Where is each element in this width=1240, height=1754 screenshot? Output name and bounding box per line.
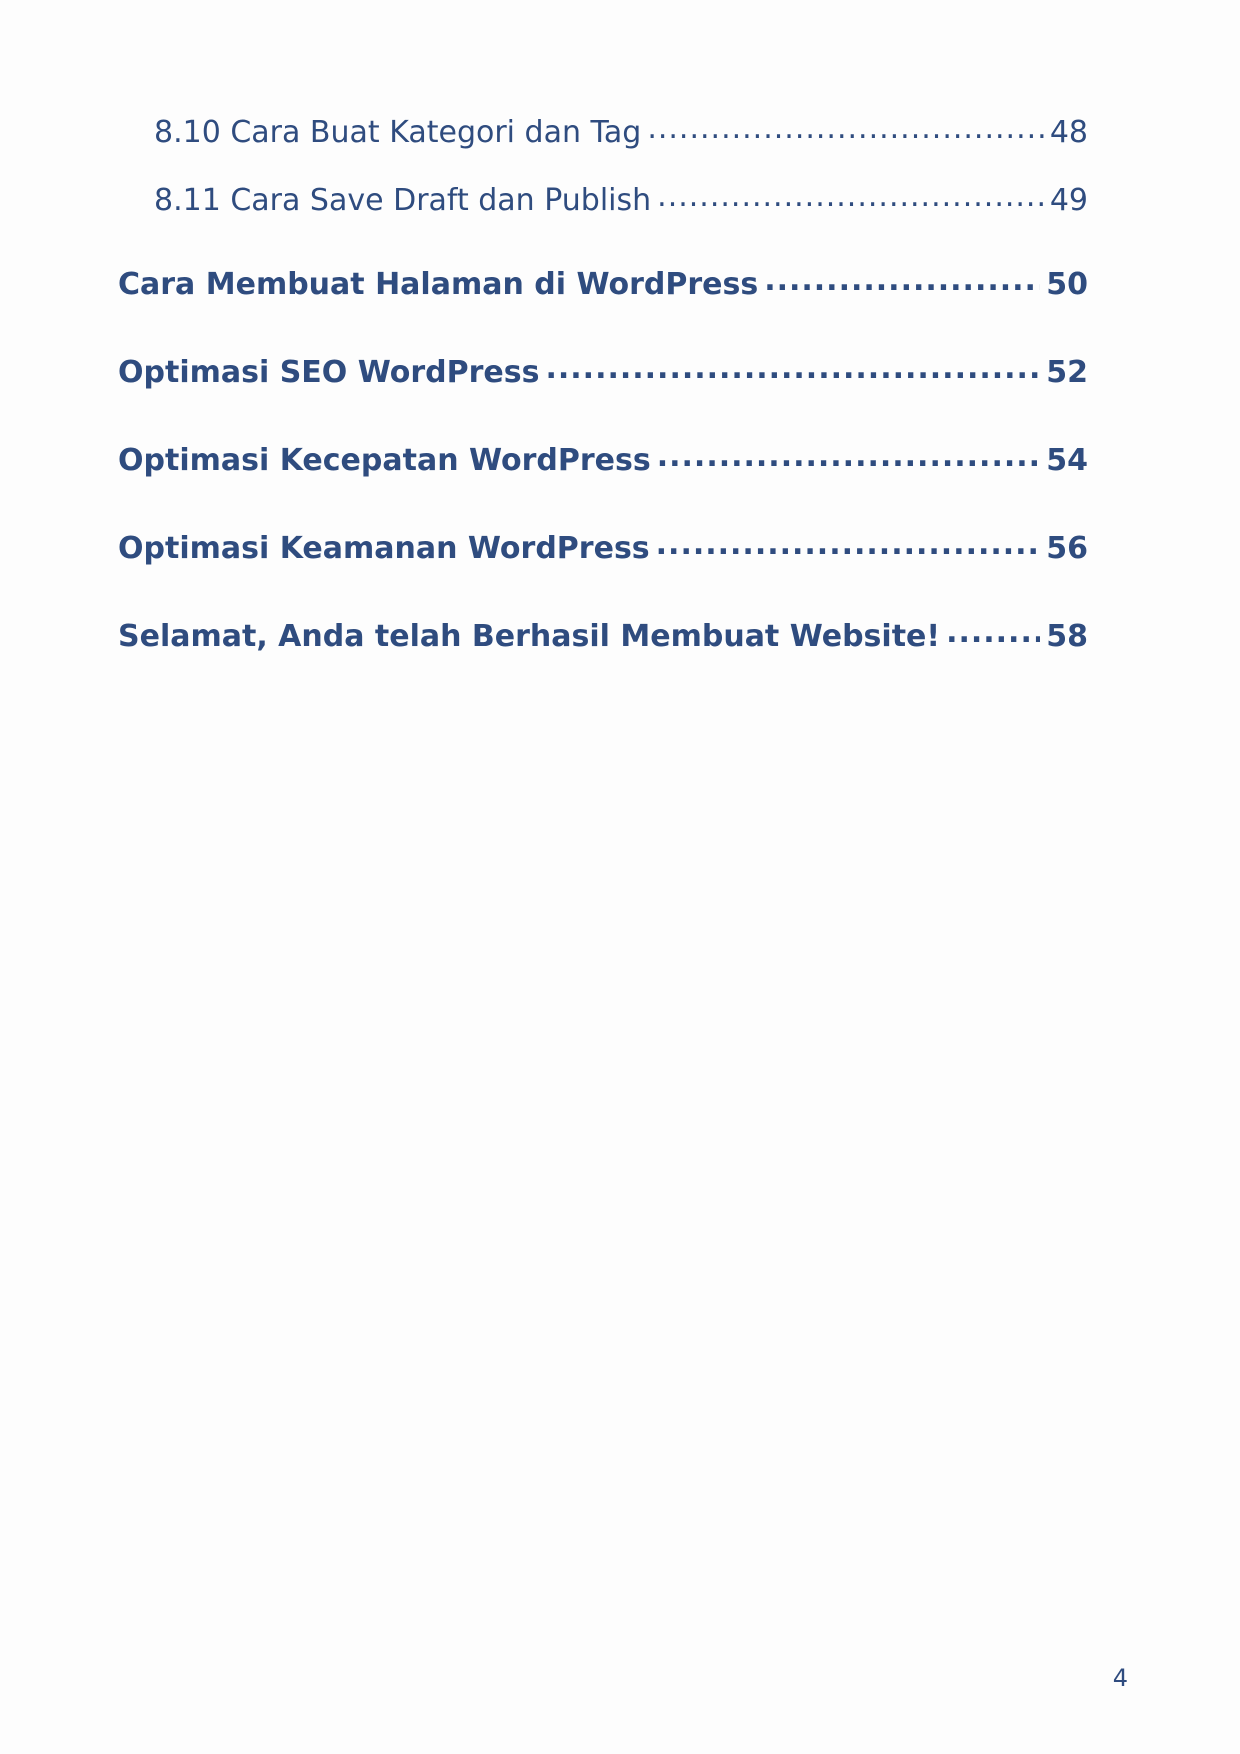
- toc-entry-page: 50: [1046, 267, 1088, 302]
- toc-entry-page: 48: [1049, 115, 1088, 150]
- toc-entry-title: Cara Membuat Halaman di WordPress: [118, 267, 759, 302]
- toc-entry-page: 49: [1049, 183, 1088, 218]
- toc-dot-leader: [657, 180, 1044, 210]
- toc-dot-leader: [545, 352, 1040, 382]
- toc-entry-title: 8.11 Cara Save Draft dan Publish: [154, 183, 652, 218]
- toc-entry-selamat[interactable]: [118, 616, 1088, 704]
- toc-entry-seo[interactable]: [118, 352, 1088, 440]
- toc-dot-leader: [656, 528, 1041, 558]
- toc-entry-title: Optimasi Kecepatan WordPress: [118, 443, 651, 478]
- toc-entry-title: Selamat, Anda telah Berhasil Membuat Website!: [118, 619, 941, 654]
- toc-entry-title: 8.10 Cara Buat Kategori dan Tag: [154, 115, 642, 150]
- toc-entry-8-11[interactable]: [118, 180, 1088, 264]
- toc-entry-halaman[interactable]: [118, 264, 1088, 352]
- toc-entry-8-10[interactable]: [118, 112, 1088, 180]
- page-number: 4: [1112, 1664, 1128, 1692]
- toc-entry-page: 52: [1046, 355, 1088, 390]
- toc-entry-page: 56: [1046, 531, 1088, 566]
- toc-dot-leader: [647, 112, 1044, 142]
- toc-entry-page: 58: [1046, 619, 1088, 654]
- toc-dot-leader: [657, 440, 1041, 470]
- toc-dot-leader: [764, 264, 1040, 294]
- toc-entry-title: Optimasi SEO WordPress: [118, 355, 540, 390]
- toc-entry-kecepatan[interactable]: [118, 440, 1088, 528]
- table-of-contents: [118, 112, 1088, 704]
- toc-entry-keamanan[interactable]: [118, 528, 1088, 616]
- toc-entry-title: Optimasi Keamanan WordPress: [118, 531, 650, 566]
- toc-dot-leader: [946, 616, 1040, 646]
- toc-entry-page: 54: [1046, 443, 1088, 478]
